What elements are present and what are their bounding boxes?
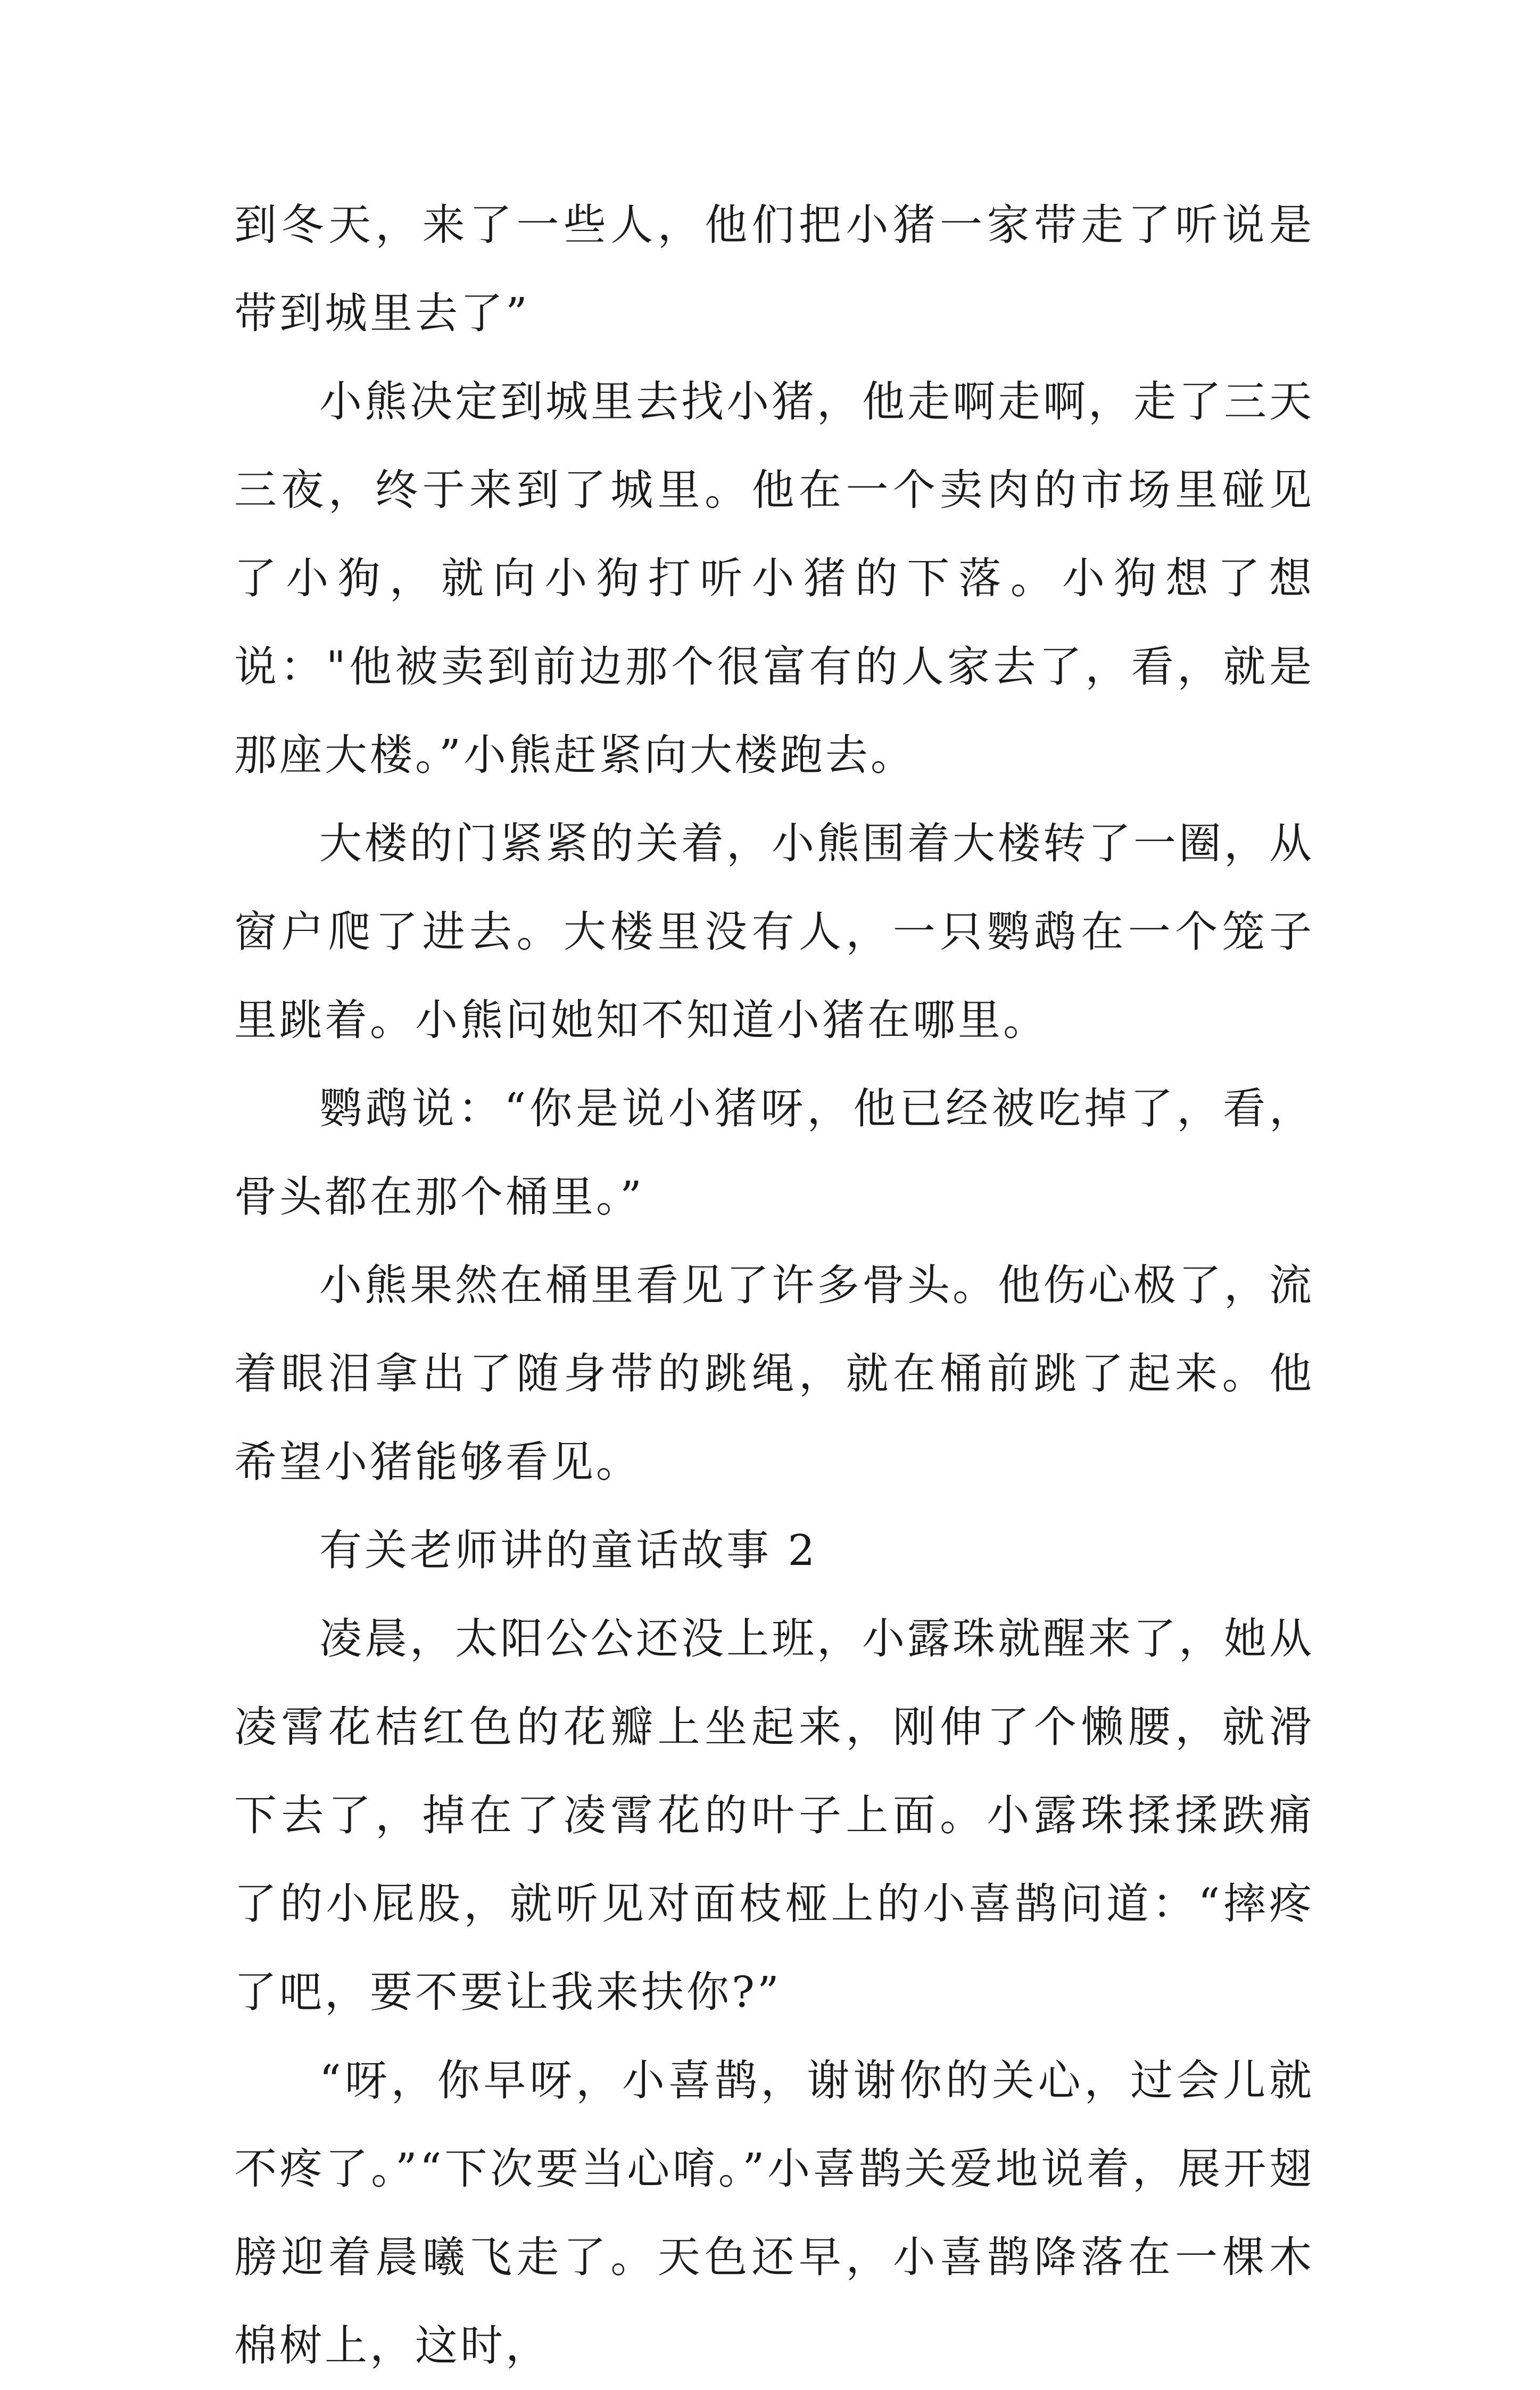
paragraph-1: 到冬天，来了一些人，他们把小猪一家带走了听说是带到城里去了” [234, 200, 1314, 338]
paragraph-4: 鹦鹉说：“你是说小猪呀，他已经被吃掉了，看，骨头都在那个桶里。” [234, 1084, 1314, 1222]
document-body [234, 181, 1314, 2390]
paragraph-7: “呀，你早呀，小喜鹊，谢谢你的关心，过会儿就不疼了。”“下次要当心唷。”小喜鹊关爱地说着，展开翅膀迎着晨曦飞走了。天色还早，小喜鹊降落在一棵木棉树上，这时， [234, 2056, 1314, 2370]
paragraph-2: 小熊决定到城里去找小猪，他走啊走啊，走了三天三夜，终于来到了城里。他在一个卖肉的市场里碰见了小狗，就向小狗打听小猪的下落。小狗想了想说："他被卖到前边那个很富有的人家去了，看，就是那座大楼。”小熊赶紧向大楼跑去。 [234, 377, 1314, 780]
paragraph-5: 小熊果然在桶里看见了许多骨头。他伤心极了，流着眼泪拿出了随身带的跳绳，就在桶前跳了起来。他希望小猪能够看见。 [234, 1260, 1314, 1487]
section-heading: 有关老师讲的童话故事 2 [319, 1526, 818, 1575]
paragraph-6: 凌晨，太阳公公还没上班，小露珠就醒来了，她从凌霄花桔红色的花瓣上坐起来，刚伸了个懒腰，就滑下去了，掉在了凌霄花的叶子上面。小露珠揉揉跌痛了的小屁股，就听见对面枝桠上的小喜鹊问道：“摔疼了吧，要不要让我来扶你?” [234, 1614, 1314, 2017]
paragraph-3: 大楼的门紧紧的关着，小熊围着大楼转了一圈，从窗户爬了进去。大楼里没有人，一只鹦鹉在一个笼子里跳着。小熊问她知不知道小猪在哪里。 [234, 819, 1314, 1045]
